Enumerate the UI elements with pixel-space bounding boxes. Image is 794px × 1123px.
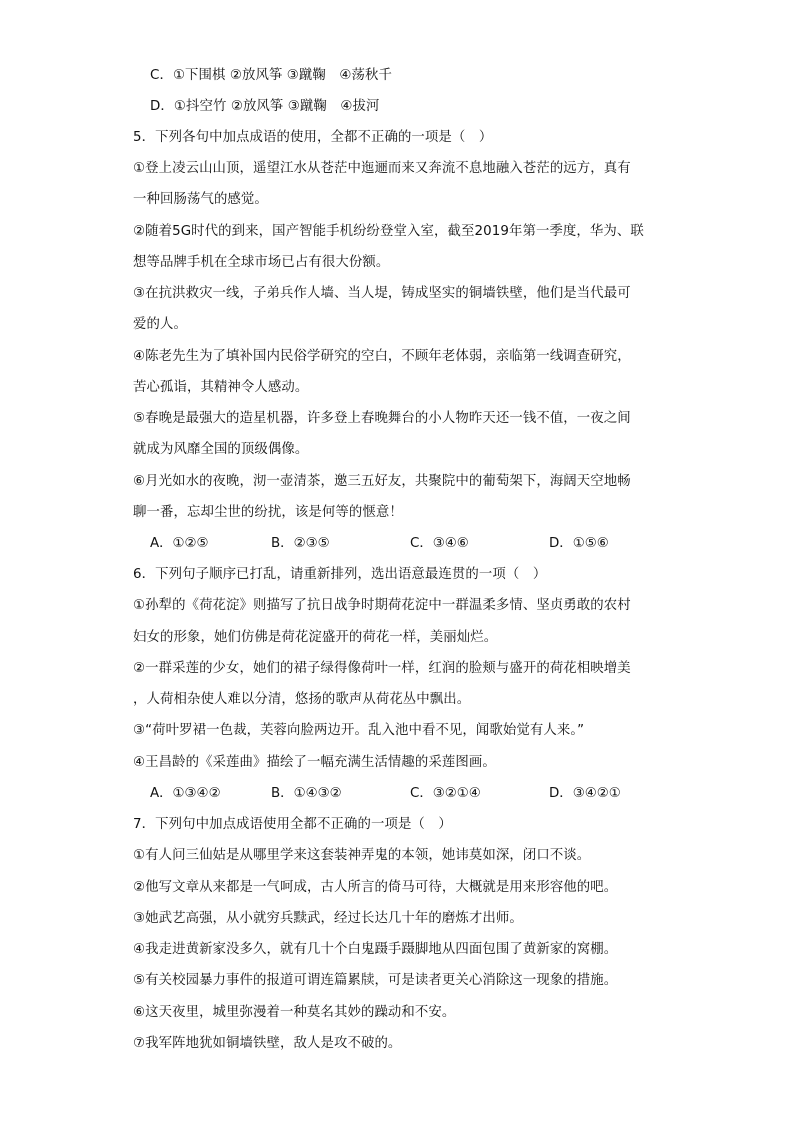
q5-sentence-5: ⑤春晚是最强大的造星机器，许多登上春晚舞台的小人物昨天还一钱不值，一夜之间 — [133, 411, 631, 426]
q5-sentence-2: ②随着5G时代的到来，国产智能手机纷纷登堂入室，截至2019年第一季度，华为、联 — [133, 224, 644, 239]
q5-option-a: A．①②⑤ — [150, 536, 209, 551]
q5-sentence-2-cont: 想等品牌手机在全球市场已占有很大份额。 — [133, 255, 390, 270]
q5-option-b: B．②③⑤ — [271, 536, 330, 551]
q6-option-a: A．①③④② — [150, 786, 221, 801]
q5-sentence-6-cont: 聊一番，忘却尘世的纷扰，该是何等的惬意！ — [133, 505, 403, 520]
q5-sentence-6: ⑥月光如水的夜晚，沏一壶清茶，邀三五好友，共聚院中的葡萄架下，海阔天空地畅 — [133, 474, 631, 489]
q7-sentence-2: ②他写文章从来都是一气呵成，古人所言的倚马可待，大概就是用来形容他的吧。 — [133, 880, 618, 895]
q5-option-d: D．①⑤⑥ — [549, 536, 609, 551]
q6-sentence-3: ③“荷叶罗裙一色裁，芙蓉向脸两边开。乱入池中看不见，闻歌始觉有人来。” — [133, 723, 585, 738]
q7-sentence-3: ③她武艺高强，从小就穷兵黩武，经过长达几十年的磨炼才出师。 — [133, 911, 523, 926]
prev-option-d: D．①抖空竹 ②放风筝 ③蹴鞠 ④拔河 — [150, 99, 380, 114]
q6-option-b: B．①④③② — [271, 786, 342, 801]
q5-option-c: C．③④⑥ — [410, 536, 469, 551]
q5-stem: 5．下列各句中加点成语的使用，全都不正确的一项是（ ） — [133, 130, 493, 145]
q6-sentence-1: ①孙犁的《荷花淀》则描写了抗日战争时期荷花淀中一群温柔多情、坚贞勇敢的农村 — [133, 598, 631, 613]
q7-sentence-5: ⑤有关校园暴力事件的报道可谓连篇累牍，可是读者更关心消除这一现象的措施。 — [133, 973, 618, 988]
q5-sentence-3-cont: 爱的人。 — [133, 317, 187, 332]
q6-sentence-4: ④王昌龄的《采莲曲》描绘了一幅充满生活情趣的采莲图画。 — [133, 755, 496, 770]
q7-sentence-1: ①有人问三仙姑是从哪里学来这套装神弄鬼的本领，她讳莫如深，闭口不谈。 — [133, 848, 591, 863]
q5-sentence-3: ③在抗洪救灾一线，子弟兵作人墙、当人堤，铸成坚实的铜墙铁壁，他们是当代最可 — [133, 286, 631, 301]
q5-sentence-4-cont: 苦心孤诣，其精神令人感动。 — [133, 380, 309, 395]
q7-stem: 7．下列句中加点成语使用全都不正确的一项是（ ） — [133, 817, 452, 832]
q5-sentence-5-cont: 就成为风靡全国的顶级偶像。 — [133, 442, 309, 457]
q7-sentence-4: ④我走进黄新家没多久，就有几十个白鬼蹑手蹑脚地从四面包围了黄新家的窝棚。 — [133, 942, 618, 957]
q5-sentence-1: ①登上凌云山山顶，遥望江水从苍茫中迤逦而来又奔流不息地融入苍茫的远方，真有 — [133, 161, 631, 176]
q6-option-d: D．③④②① — [549, 786, 621, 801]
q5-sentence-1-cont: 一种回肠荡气的感觉。 — [133, 192, 268, 207]
q6-option-c: C．③②①④ — [410, 786, 481, 801]
q5-sentence-4: ④陈老先生为了填补国内民俗学研究的空白，不顾年老体弱，亲临第一线调查研究， — [133, 349, 631, 364]
q7-sentence-7: ⑦我军阵地犹如铜墙铁壁，敌人是攻不破的。 — [133, 1036, 402, 1051]
q6-sentence-1-cont: 妇女的形象，她们仿佛是荷花淀盛开的荷花一样，美丽灿烂。 — [133, 630, 498, 645]
q7-sentence-6: ⑥这天夜里，城里弥漫着一种莫名其妙的躁动和不安。 — [133, 1005, 456, 1020]
prev-option-c: C．①下围棋 ②放风筝 ③蹴鞠 ④荡秋千 — [150, 68, 392, 83]
q6-sentence-2: ②一群采莲的少女，她们的裙子绿得像荷叶一样，红润的脸颊与盛开的荷花相映增美 — [133, 661, 631, 676]
q6-sentence-2-cont: ，人荷相杂使人难以分清，悠扬的歌声从荷花丛中飘出。 — [133, 692, 471, 707]
q6-stem: 6．下列句子顺序已打乱，请重新排列，选出语意最连贯的一项（ ） — [133, 567, 547, 582]
